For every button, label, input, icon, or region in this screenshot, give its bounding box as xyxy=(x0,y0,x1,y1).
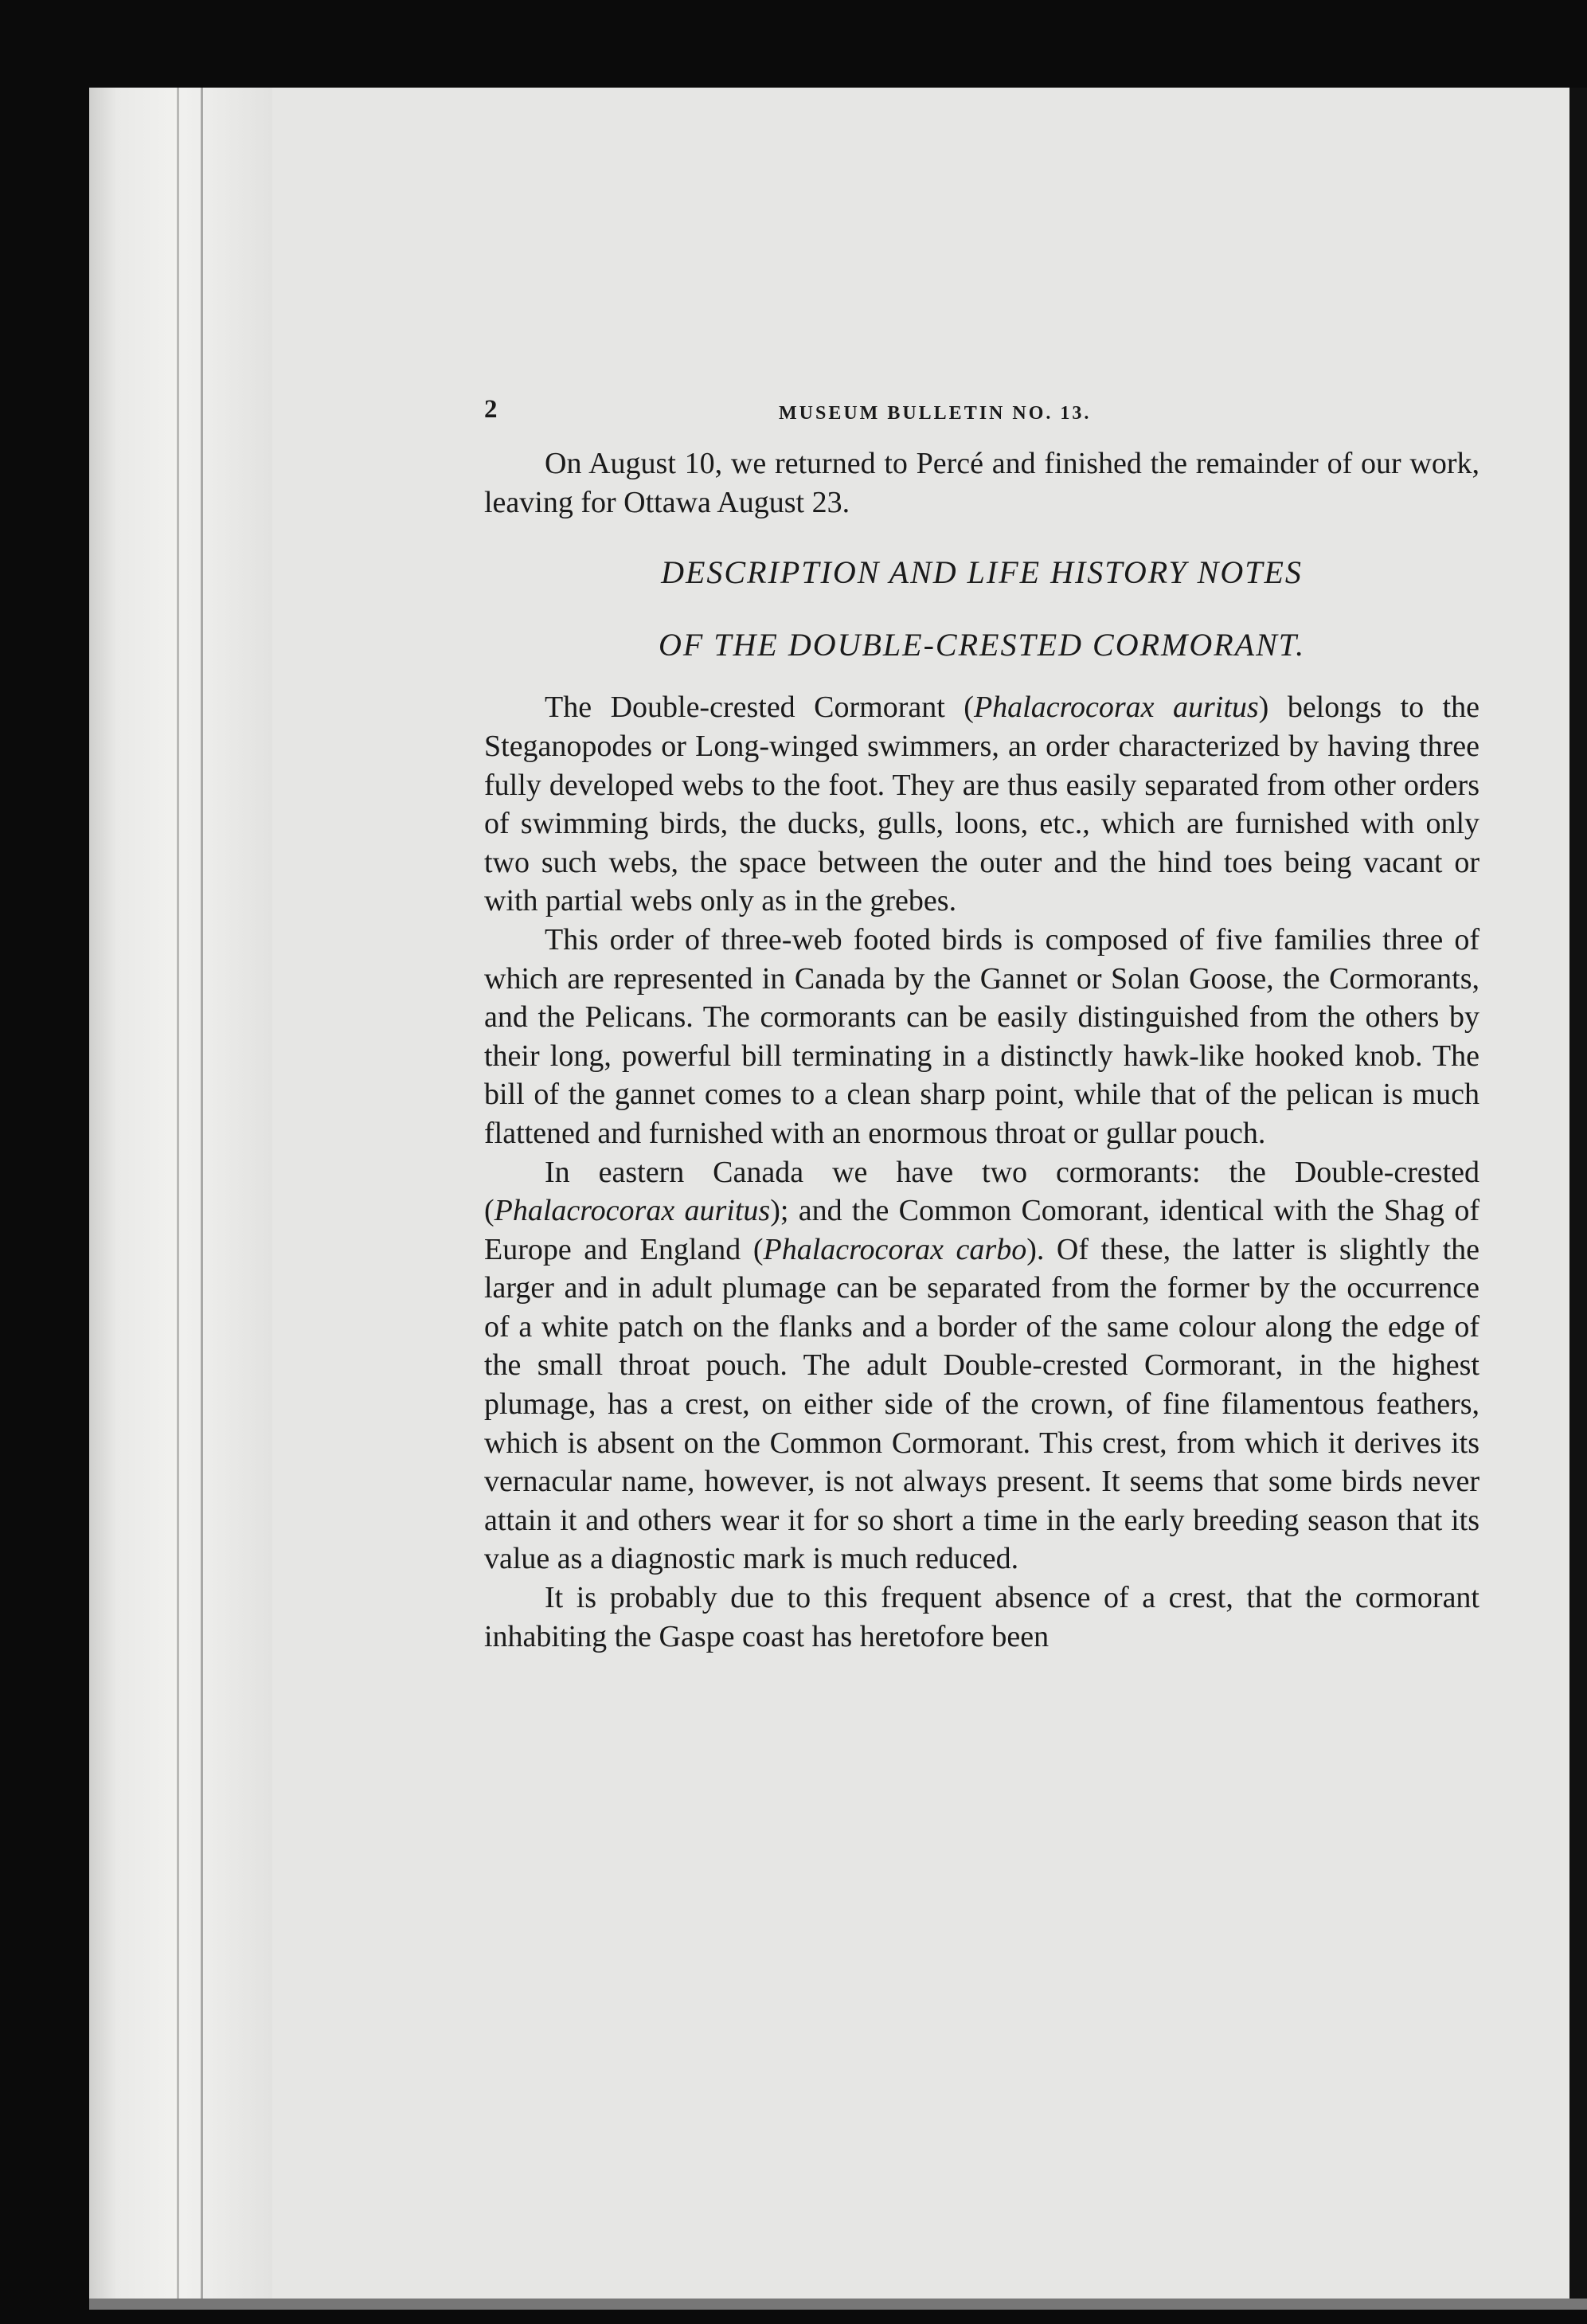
running-head xyxy=(484,390,1480,428)
section-heading-line-2: OF THE DOUBLE-CRESTED CORMORANT. xyxy=(658,626,1306,663)
paragraph-1 xyxy=(484,688,1480,921)
binding-line xyxy=(201,88,203,2310)
paragraph-4: It is probably due to this frequent absence of a crest, that the cormorant inhabiting the Gaspe coast has heretofore been xyxy=(484,1581,1480,1653)
paragraph-text: The Double-crested Cormorant ( xyxy=(545,691,974,725)
section-heading-line-1: DESCRIPTION AND LIFE HISTORY NOTES xyxy=(661,554,1303,591)
paragraph-text: ) belongs to the Steganopodes or Long-winged swimmers, an order characterized by having three fully developed webs to the foot. They are thus easily separated from other orders of swimming birds, the ducks, gulls, loons, etc., which are furnished with only two such webs, the space between the outer and the hind toes being vacant or with partial webs only as in the grebes. xyxy=(484,691,1480,918)
paragraph-3 xyxy=(484,1153,1480,1579)
page-bottom-shadow xyxy=(89,2299,1587,2310)
scientific-name: Phalacrocorax auritus xyxy=(973,691,1259,725)
paragraph-text: ); and the Common Comorant, identical with the Shag of Europe and England ( xyxy=(484,1194,1480,1266)
scan-right-border xyxy=(1569,88,1587,2310)
page-number: 2 xyxy=(484,395,498,424)
running-head-title: MUSEUM BULLETIN NO. 13. xyxy=(779,403,1092,424)
opening-paragraph: On August 10, we returned to Percé and finished the remainder of our work, leaving for Ottawa August 23. xyxy=(484,447,1480,519)
paragraph-text: In eastern Canada we have two cormorants: the Double-crested ( xyxy=(484,1155,1480,1228)
scientific-name: Phalacrocorax carbo xyxy=(763,1232,1027,1266)
page-binding-edge xyxy=(89,88,272,2310)
binding-line xyxy=(177,88,179,2310)
paragraph-text: ). Of these, the latter is slightly the larger and in adult plumage can be separated from the former by the occurrence of a white patch on the flanks and a border of the same colour along the edge of the small throat pouch. The adult Double-crested Cormorant, in the highest plumage, has a crest, on either side of the crown, of fine filamentous feathers, which is absent on the Common Cormorant. This crest, from which it derives its vernacular name, however, is not always present. It seems that some birds never attain it and others wear it for so short a time in the early breeding season that its value as a diagnostic mark is much reduced. xyxy=(484,1232,1480,1576)
page-text xyxy=(484,390,1480,1656)
scientific-name: Phalacrocorax auritus xyxy=(494,1194,771,1228)
paragraph-2: This order of three-web footed birds is composed of five families three of which are represented in Canada by the Gannet or Solan Goose, the Cormorants, and the Pelicans. The cormorants can be easily distinguished from the others by their long, powerful bill terminating in a distinctly hawk-like hooked knob. The bill of the gannet comes to a clean sharp point, while that of the pelican is much flattened and furnished with an enormous throat or gullar pouch. xyxy=(484,922,1480,1150)
